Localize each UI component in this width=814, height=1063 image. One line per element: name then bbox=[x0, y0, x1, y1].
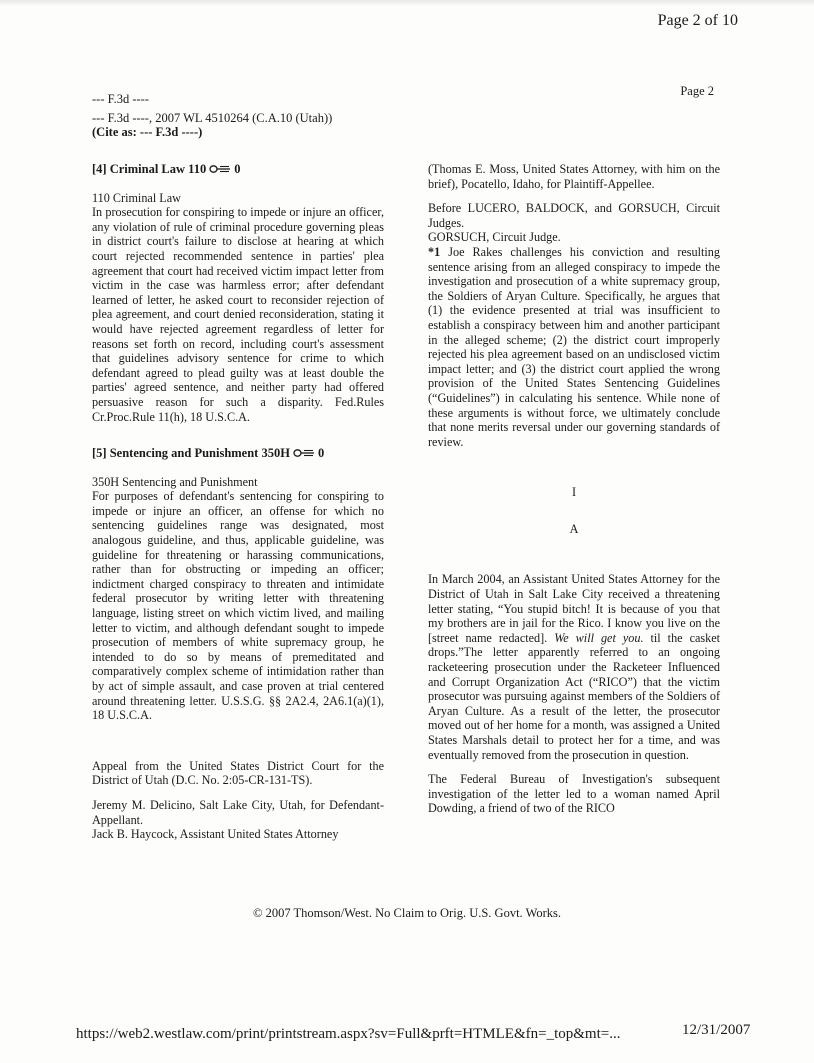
headnote-4-title: [4] Criminal Law 110 0 bbox=[92, 162, 241, 176]
headnote-5-text: For purposes of defendant's sentencing for conspiring to impede or injure an officer, an offense for which no sentencing guidelines range was designated, most analogous guideline, and thus, applicable guideline, was guideline for threatening or harassing communications, rather than for obstructing or impeding an officer; indictment charged conspiracy to threaten and intimidate federal prosecutor by writing letter with threatening language, listing street on which victim lived, and mailing letter to victim, and although defendant sought to impede prosecution of members of white supremacy group, he intended to do so by means of premeditated and comparatively complex scheme of intimidation rather than by act of simple assault, and case proven at trial centered around threatening letter. U.S.S.G. §§ 2A2.4, 2A6.1(a)(1), 18 U.S.C.A. bbox=[92, 489, 384, 723]
copyright-footer: © 2007 Thomson/West. No Claim to Orig. U.S. Govt. Works. bbox=[252, 906, 562, 920]
citation-line: --- F.3d ----, 2007 WL 4510264 (C.A.10 (Utah)) bbox=[92, 111, 333, 125]
star-page-marker: *1 bbox=[428, 244, 441, 259]
counsel-appellee-continued: (Thomas E. Moss, United States Attorney, with him on the brief), Pocatello, Idaho, for Plaintiff-Appellee. bbox=[428, 162, 720, 191]
opinion-intro: *1 Joe Rakes challenges his conviction and resulting sentence arising from an alleged conspiracy to impede the investigation and prosecution of a white supremacy group, the Soldiers of Aryan Culture. Specifically, he argues that (1) the evidence presented at trial was insufficient to establish a conspiracy between him and another participant in the alleged scheme; (2) the district court improperly rejected his plea agreement based on an undisclosed victim impact letter; and (3) the district court applied the wrong provision of the United States Sentencing Guidelines (“Guidelines”) in calculating his sentence. While none of these arguments is without force, we ultimately conclude that none merits reversal under our governing standards of review. bbox=[428, 244, 720, 449]
headnote-5-title: [5] Sentencing and Punishment 350H 0 bbox=[92, 446, 325, 461]
panel-judges: Before LUCERO, BALDOCK, and GORSUCH, Circuit Judges. bbox=[428, 201, 720, 230]
print-url: https://web2.westlaw.com/print/printstream.aspx?sv=Full&prft=HTMLE&fn=_top&mt=... bbox=[76, 1026, 621, 1042]
subsection-heading: A bbox=[569, 521, 579, 536]
page-number: Page 2 of 10 bbox=[657, 12, 738, 29]
reporter-header: --- F.3d ---- bbox=[92, 92, 149, 106]
opinion-paragraph: In March 2004, an Assistant United States Attorney for the District of Utah in Salt Lake City received a threatening letter stating, “You stupid bitch! It is because of you that my brothers are in jail for the Rico. I know you live on the [street name redacted]. We will get you. til the casket drops.”The letter apparently referred to an ongoing racketeering prosecution under the Racketeer Influenced and Corrupt Organization Act (“RICO”) that the victim prosecutor was pursuing against members of the Soldiers of Aryan Culture. As a result of the letter, the prosecutor moved out of her home for a month, was assigned a United States Marshals detail to protect her for a time, and was eventually removed from the prosecution in question. bbox=[428, 572, 721, 762]
quoted-emphasis: We will get you. bbox=[554, 630, 644, 645]
opinion-author: GORSUCH, Circuit Judge. bbox=[428, 230, 561, 245]
print-date: 12/31/2007 bbox=[682, 1022, 751, 1038]
appeal-line: Appeal from the United States District Court for the District of Utah (D.C. No. 2:05-CR-131-TS). bbox=[92, 758, 384, 788]
headnote-4-text: In prosecution for conspiring to impede or injure an officer, any violation of rule of criminal procedure governing pleas in district court's failure to disclose at hearing at which court rejected recommended sentence in parties' plea agreement that court had received victim impact letter from victim in the case was harmless error; after defendant learned of letter, he asked court to reconsider rejection of plea agreement, and court denied reconsideration, stating it would have rejected agreement regardless of letter for reasons set forth on record, including court's assessment that guidelines advisory sentence for crime to which defendant agreed to plead guilty was at least double the parties' agreed sentence, and neither party had offered persuasive reason for such a disparity. Fed.Rules Cr.Proc.Rule 11(h), 18 U.S.C.A. bbox=[92, 205, 384, 424]
cite-as-line: (Cite as: --- F.3d ----) bbox=[92, 125, 203, 139]
left-column bbox=[92, 162, 384, 842]
opinion-paragraph: The Federal Bureau of Investigation's subsequent investigation of the letter led to a woman named April Dowding, a friend of two of the RICO bbox=[428, 772, 720, 816]
page-header-right: Page 2 bbox=[680, 84, 714, 98]
right-column bbox=[428, 162, 720, 816]
key-symbol-icon bbox=[209, 164, 231, 174]
counsel-appellee: Jack B. Haycock, Assistant United States Attorney bbox=[92, 827, 339, 842]
headnote-5-topic: 350H Sentencing and Punishment bbox=[92, 474, 258, 489]
key-symbol-icon bbox=[293, 448, 315, 458]
headnote-4-topic: 110 Criminal Law bbox=[92, 190, 181, 205]
section-heading: I bbox=[571, 485, 577, 500]
counsel-appellant: Jeremy M. Delicino, Salt Lake City, Utah, for Defendant-Appellant. bbox=[92, 797, 384, 827]
scan-edge bbox=[0, 0, 814, 6]
